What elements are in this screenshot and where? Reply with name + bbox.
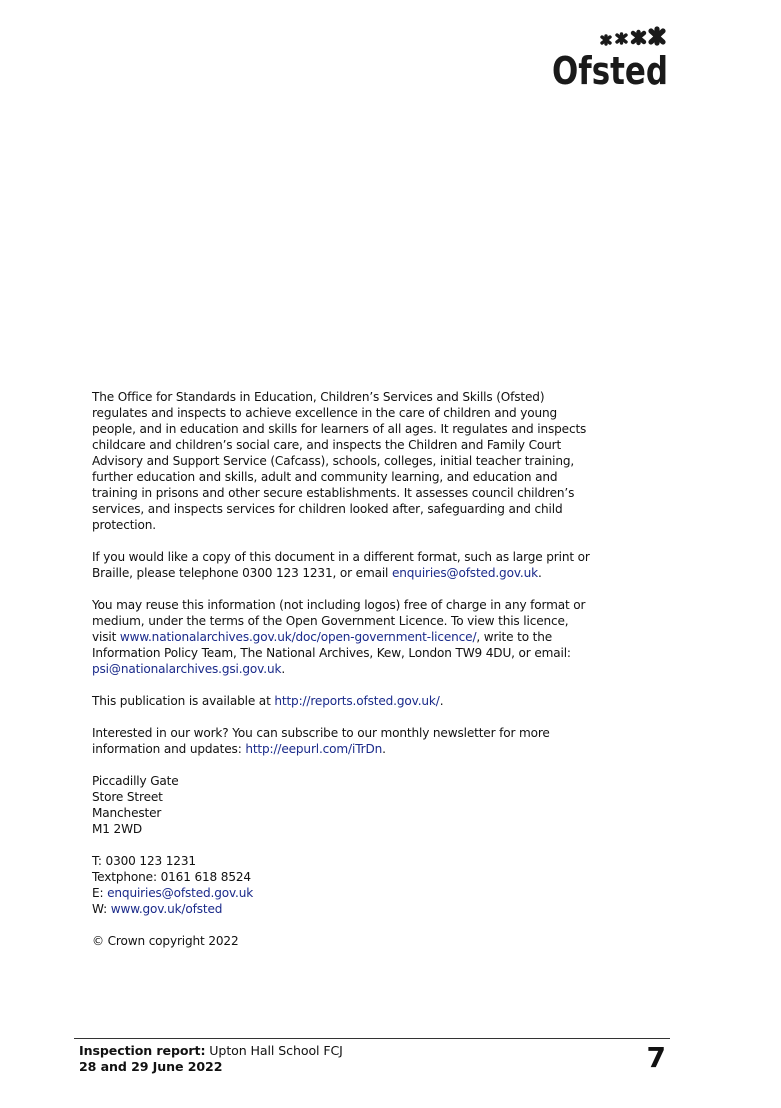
telephone: T: 0300 123 1231	[92, 854, 196, 868]
address-line: Piccadilly Gate	[92, 774, 179, 788]
footer-school-name: Upton Hall School FCJ	[205, 1043, 343, 1058]
contact-web-row: W: www.gov.uk/ofsted	[92, 902, 223, 916]
website-link[interactable]: www.gov.uk/ofsted	[110, 902, 223, 916]
reports-link[interactable]: http://reports.ofsted.gov.uk/	[274, 694, 440, 708]
enquiries-email-link[interactable]: enquiries@ofsted.gov.uk	[391, 566, 538, 580]
alternative-format-paragraph: If you would like a copy of this document in a different format, such as large print or Braille, please telephone 0300 123 1231, or email enquiries@ofsted.gov.uk.	[92, 550, 590, 580]
newsletter-link[interactable]: http://eepurl.com/iTrDn	[245, 742, 383, 756]
contact-email-row: E: enquiries@ofsted.gov.uk	[92, 886, 254, 900]
footer-divider	[74, 1038, 670, 1039]
ofsted-logo	[550, 24, 672, 93]
footer-report-line	[79, 1043, 343, 1059]
textphone: Textphone: 0161 618 8524	[92, 870, 251, 884]
logo-wordmark: Ofsted	[552, 49, 668, 93]
footer-dates: 28 and 29 June 2022	[79, 1059, 223, 1074]
page-footer	[79, 1043, 343, 1075]
page-number: 7	[646, 1041, 666, 1074]
newsletter-paragraph: Interested in our work? You can subscribe to our monthly newsletter for more information and updates: http://eepurl.com/iTrDn.	[92, 726, 550, 756]
postal-address	[92, 773, 592, 837]
psi-email-link[interactable]: psi@nationalarchives.gsi.gov.uk	[92, 662, 282, 676]
copyright-notice: © Crown copyright 2022	[92, 934, 239, 948]
address-line: Store Street	[92, 790, 163, 804]
star-figures-icon	[602, 29, 663, 44]
contact-details	[92, 853, 592, 917]
publication-availability-paragraph: This publication is available at http://reports.ofsted.gov.uk/.	[92, 694, 444, 708]
address-line: M1 2WD	[92, 822, 143, 836]
about-ofsted-paragraph: The Office for Standards in Education, Children’s Services and Skills (Ofsted) regulates and inspects to achieve excellence in the care of children and young people, and in education and skills for learners of all ages. It regulates and inspects childcare and children’s social care, and inspects the Children and Family Court Advisory and Support Service (Cafcass), schools, colleges, initial teacher training, further education and skills, adult and community learning, and education and training in prisons and other secure establishments. It assesses council children’s services, and inspects services for children looked after, safeguarding and child protection.	[92, 390, 587, 532]
address-line: Manchester	[92, 806, 162, 820]
licence-paragraph: You may reuse this information (not including logos) free of charge in any format or medium, under the terms of the Open Government Licence. To view this licence, visit www.nationalarchives.gov.uk/doc/open-government-licence/, write to the Information Policy Team, The National Archives, Kew, London TW9 4DU, or email: psi@nationalarchives.gsi.gov.uk.	[92, 598, 586, 676]
open-government-licence-link[interactable]: www.nationalarchives.gov.uk/doc/open-government-licence/	[119, 630, 477, 644]
back-page-content	[92, 389, 592, 949]
contact-email-link[interactable]: enquiries@ofsted.gov.uk	[107, 886, 254, 900]
footer-label: Inspection report:	[79, 1043, 206, 1058]
